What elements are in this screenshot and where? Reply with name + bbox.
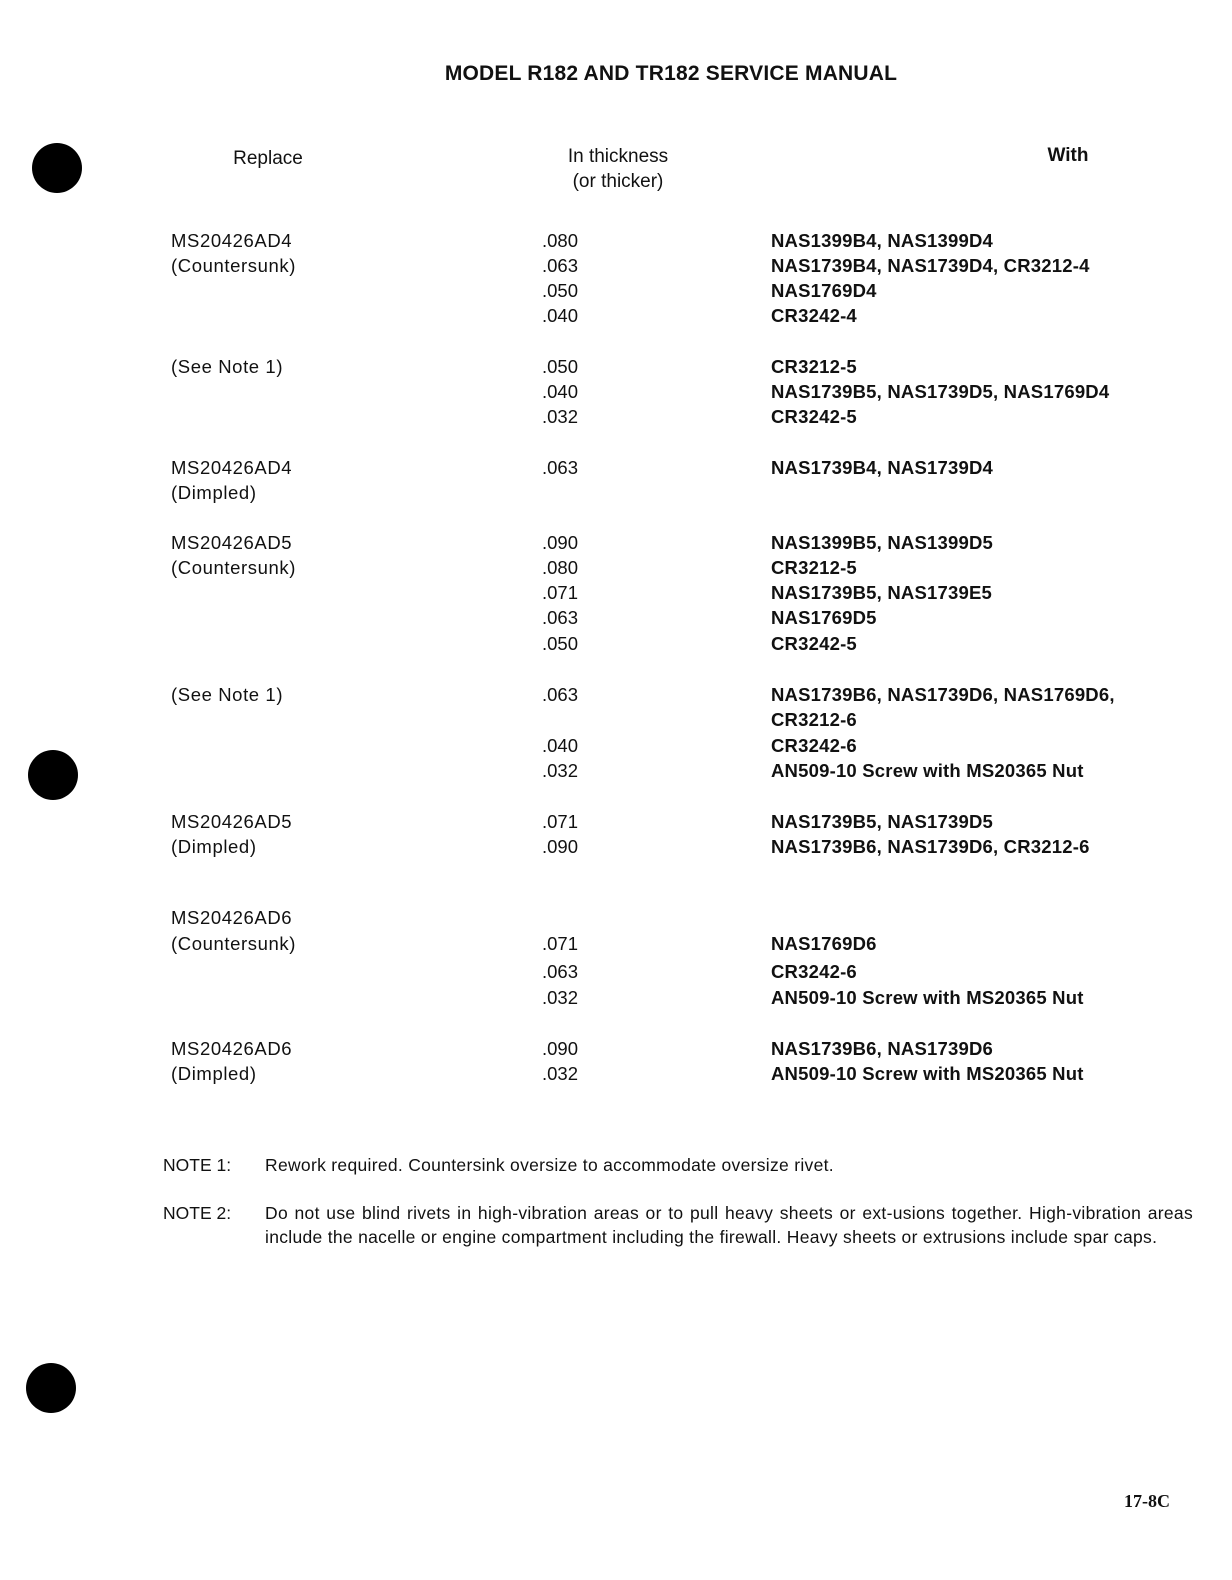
thickness-cell: .063 <box>542 961 579 982</box>
table-row <box>0 354 1232 379</box>
thickness-cell: .071 <box>542 582 579 603</box>
table-row <box>0 480 1232 505</box>
table-row <box>0 758 1232 783</box>
table-row <box>0 379 1232 404</box>
replace-cell: MS20426AD5 <box>171 811 293 832</box>
thickness-cell: .090 <box>542 1038 579 1059</box>
thickness-cell: .040 <box>542 381 579 402</box>
with-cell: NAS1739B4, NAS1739D4, CR3212-4 <box>771 255 1090 276</box>
column-header-replace: Replace <box>233 148 303 169</box>
table-row <box>0 733 1232 758</box>
with-cell: NAS1769D4 <box>771 280 877 301</box>
with-cell: NAS1739B5, NAS1739D5 <box>771 811 994 832</box>
table-row <box>0 605 1232 630</box>
thickness-cell: .090 <box>542 532 579 553</box>
replace-cell: (Dimpled) <box>171 836 257 857</box>
with-cell: NAS1739B4, NAS1739D4 <box>771 457 994 478</box>
with-cell: CR3212-5 <box>771 356 857 377</box>
table-row <box>0 580 1232 605</box>
binder-hole-bottom <box>26 1363 76 1413</box>
thickness-cell: .080 <box>542 230 579 251</box>
table-row <box>0 834 1232 859</box>
with-cell: CR3242-6 <box>771 735 857 756</box>
note-text: Do not use blind rivets in high-vibration areas or to pull heavy sheets or ext-usions together. High-vibration areas include the nacelle or engine compartment including the firewall. Heavy sheets or extrusions include spar caps. <box>265 1203 1193 1247</box>
thickness-cell: .040 <box>542 305 579 326</box>
table-row <box>0 253 1232 278</box>
thickness-cell: .063 <box>542 255 579 276</box>
note-label: NOTE 2: <box>163 1203 232 1223</box>
note-label: NOTE 1: <box>163 1155 232 1175</box>
replace-cell: (Countersunk) <box>171 557 297 578</box>
thickness-cell: .050 <box>542 356 579 377</box>
column-header-with: With <box>1047 145 1089 166</box>
thickness-cell: .050 <box>542 633 579 654</box>
thickness-cell: .063 <box>542 684 579 705</box>
replace-cell: (Dimpled) <box>171 482 257 503</box>
table-row <box>0 682 1232 707</box>
column-header-thickness-line1: In thickness <box>567 146 669 167</box>
with-cell: NAS1399B5, NAS1399D5 <box>771 532 994 553</box>
table-row <box>0 905 1232 930</box>
replace-cell: (See Note 1) <box>171 356 284 377</box>
with-cell: NAS1769D5 <box>771 607 877 628</box>
replace-cell: MS20426AD4 <box>171 457 293 478</box>
with-cell: CR3242-6 <box>771 961 857 982</box>
replace-cell: MS20426AD4 <box>171 230 293 251</box>
table-row <box>0 455 1232 480</box>
thickness-cell: .032 <box>542 1063 579 1084</box>
with-cell: CR3242-5 <box>771 633 857 654</box>
with-cell: NAS1739B5, NAS1739D5, NAS1769D4 <box>771 381 1110 402</box>
table-row <box>0 931 1232 956</box>
thickness-cell: .071 <box>542 933 579 954</box>
table-row <box>0 404 1232 429</box>
with-cell: NAS1739B6, NAS1739D6, CR3212-6 <box>771 836 1090 857</box>
with-cell: CR3242-4 <box>771 305 857 326</box>
thickness-cell: .090 <box>542 836 579 857</box>
thickness-cell: .050 <box>542 280 579 301</box>
table-row <box>0 631 1232 656</box>
table-row <box>0 985 1232 1010</box>
thickness-cell: .040 <box>542 735 579 756</box>
table-row <box>0 303 1232 328</box>
table-row <box>0 1061 1232 1086</box>
replace-cell: (Countersunk) <box>171 255 297 276</box>
replace-cell: (Countersunk) <box>171 933 297 954</box>
replace-cell: MS20426AD5 <box>171 532 293 553</box>
thickness-cell: .071 <box>542 811 579 832</box>
table-row <box>0 959 1232 984</box>
thickness-cell: .032 <box>542 760 579 781</box>
with-cell: NAS1739B6, NAS1739D6 <box>771 1038 994 1059</box>
replace-cell: (See Note 1) <box>171 684 284 705</box>
thickness-cell: .063 <box>542 457 579 478</box>
with-cell: CR3212-5 <box>771 557 857 578</box>
table-row <box>0 809 1232 834</box>
with-cell: NAS1399B4, NAS1399D4 <box>771 230 994 251</box>
with-cell: NAS1739B5, NAS1739E5 <box>771 582 992 603</box>
binder-hole-top <box>32 143 82 193</box>
with-cell: AN509-10 Screw with MS20365 Nut <box>771 760 1084 781</box>
table-row <box>0 707 1232 732</box>
thickness-cell: .080 <box>542 557 579 578</box>
table-row <box>0 228 1232 253</box>
replace-cell: MS20426AD6 <box>171 1038 293 1059</box>
page-number: 17-8C <box>1124 1491 1170 1511</box>
with-cell: AN509-10 Screw with MS20365 Nut <box>771 987 1084 1008</box>
with-cell: NAS1739B6, NAS1739D6, NAS1769D6, <box>771 684 1115 705</box>
table-row <box>0 1036 1232 1061</box>
with-cell: NAS1769D6 <box>771 933 877 954</box>
table-row <box>0 555 1232 580</box>
column-header-thickness <box>538 144 698 194</box>
note-text: Rework required. Countersink oversize to accommodate oversize rivet. <box>265 1155 834 1175</box>
page-title: MODEL R182 AND TR182 SERVICE MANUAL <box>444 62 898 85</box>
with-cell: CR3212-6 <box>771 709 857 730</box>
table-row <box>0 530 1232 555</box>
replace-cell: (Dimpled) <box>171 1063 257 1084</box>
replace-cell: MS20426AD6 <box>171 907 293 928</box>
note-1 <box>163 1154 1193 1180</box>
with-cell: CR3242-5 <box>771 406 857 427</box>
thickness-cell: .032 <box>542 987 579 1008</box>
with-cell: AN509-10 Screw with MS20365 Nut <box>771 1063 1084 1084</box>
column-header-thickness-line2: (or thicker) <box>572 171 664 192</box>
note-2 <box>163 1202 1193 1277</box>
table-row <box>0 278 1232 303</box>
thickness-cell: .032 <box>542 406 579 427</box>
thickness-cell: .063 <box>542 607 579 628</box>
